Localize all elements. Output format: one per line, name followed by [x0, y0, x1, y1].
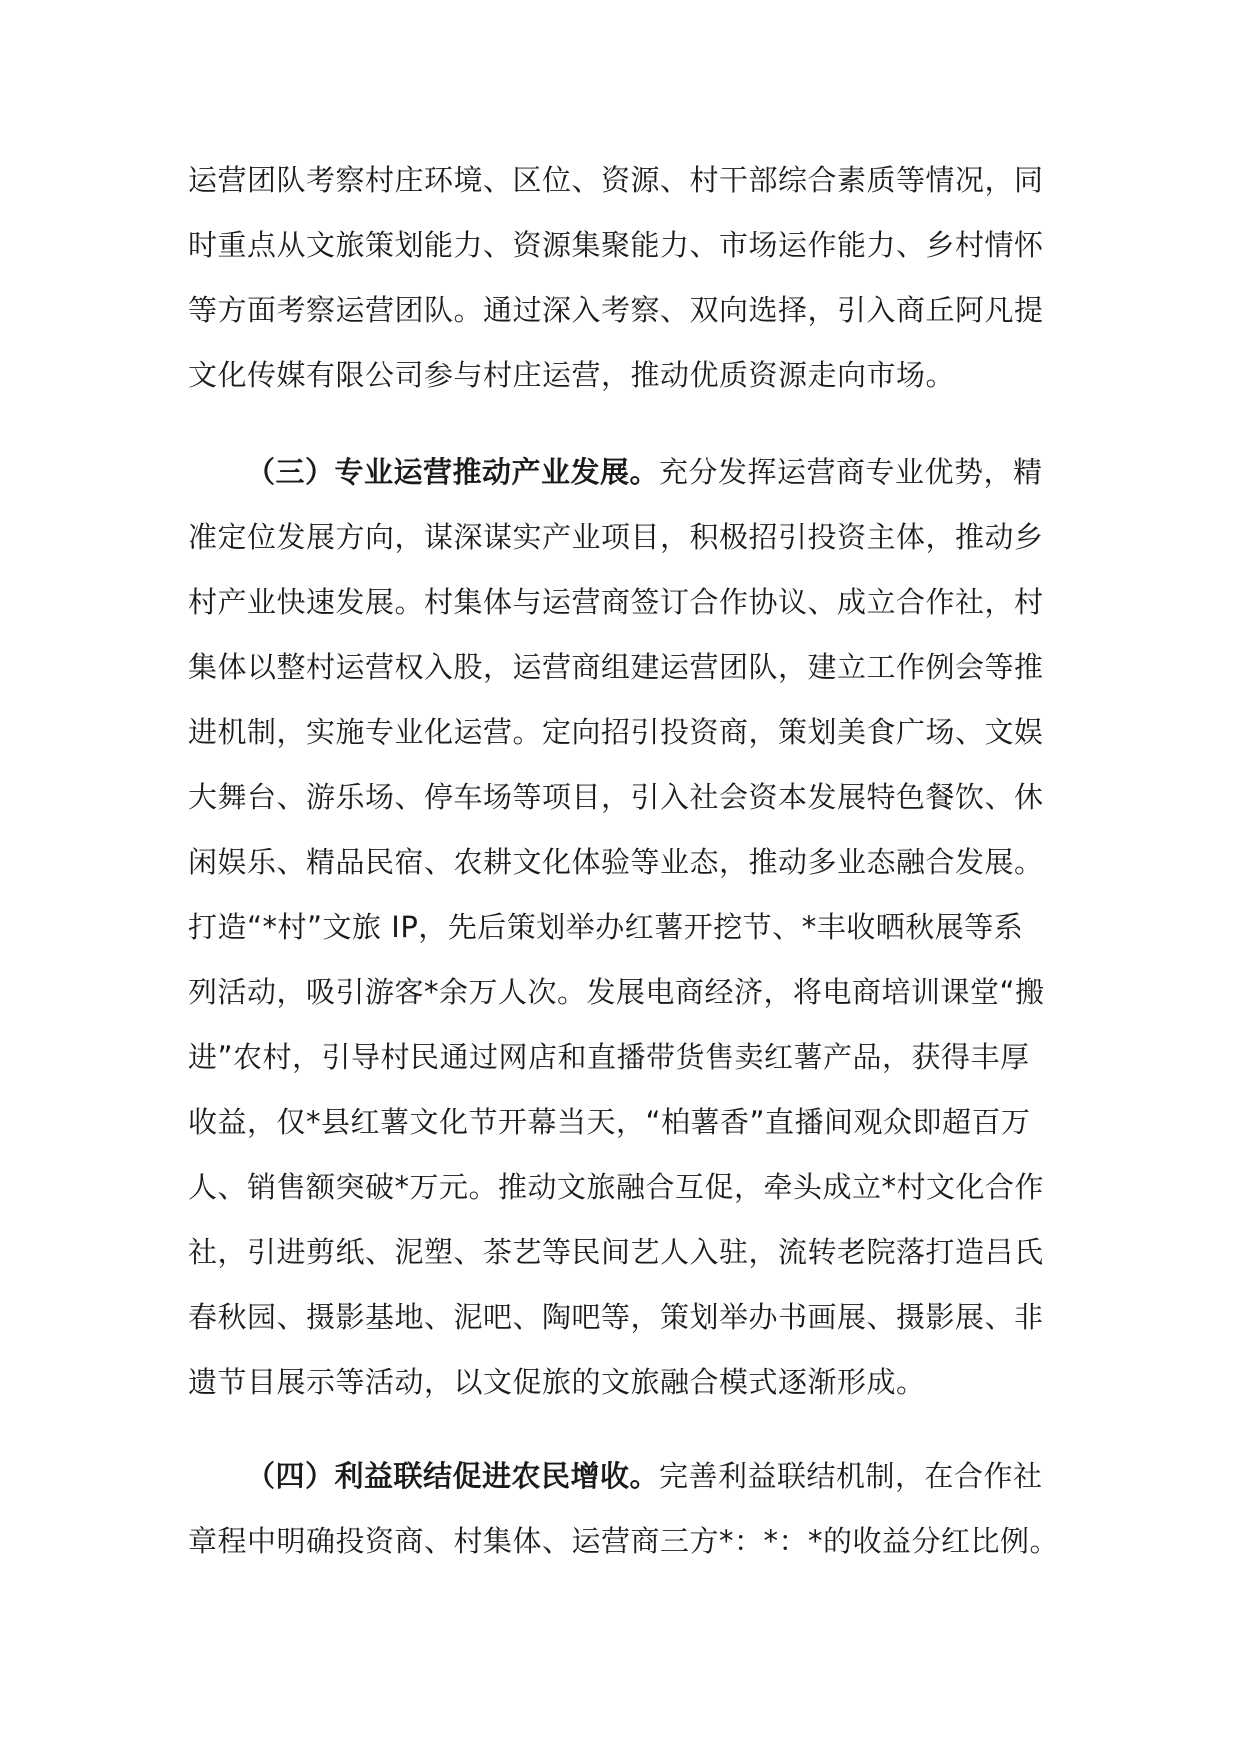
- section-heading: （四）利益联结促进农民增收。: [246, 1459, 660, 1493]
- text-line: 进机制，实施专业化运营。定向招引投资商，策划美食广场、文娱: [188, 715, 1044, 749]
- paragraph-benefit-linkage: [188, 1444, 1060, 1574]
- text-line: 打造“*村”文旅 IP，先后策划举办红薯开挖节、*丰收晒秋展等系: [188, 910, 1024, 944]
- text-line: 春秋园、摄影基地、泥吧、陶吧等，策划举办书画展、摄影展、非: [188, 1300, 1044, 1334]
- text-line: 遗节目展示等活动，以文促旅的文旅融合模式逐渐形成。: [188, 1365, 926, 1399]
- text-line: 等方面考察运营团队。通过深入考察、双向选择，引入商丘阿凡提: [188, 293, 1044, 327]
- section-heading: （三）专业运营推动产业发展。: [246, 455, 660, 489]
- text-run: 充分发挥运营商专业优势，精: [659, 455, 1043, 489]
- text-line: 大舞台、游乐场、停车场等项目，引入社会资本发展特色餐饮、休: [188, 780, 1044, 814]
- text-line: 文化传媒有限公司参与村庄运营，推动优质资源走向市场。: [188, 358, 956, 392]
- text-line: 准定位发展方向，谋深谋实产业项目，积极招引投资主体，推动乡: [188, 520, 1044, 554]
- paragraph-continuation: [188, 148, 1056, 408]
- paragraph-professional-operation: [188, 440, 1056, 1415]
- text-line: 时重点从文旅策划能力、资源集聚能力、市场运作能力、乡村情怀: [188, 228, 1044, 262]
- paragraph-first-line: [188, 1444, 1056, 1509]
- text-line: 收益，仅*县红薯文化节开幕当天，“柏薯香”直播间观众即超百万: [188, 1105, 1031, 1139]
- paragraph-first-line: [188, 440, 1056, 505]
- text-line: 村产业快速发展。村集体与运营商签订合作协议、成立合作社，村: [188, 585, 1044, 619]
- text-line: 章程中明确投资商、村集体、运营商三方*：*：*的收益分红比例。: [188, 1524, 1060, 1558]
- text-line: 闲娱乐、精品民宿、农耕文化体验等业态，推动多业态融合发展。: [188, 845, 1044, 879]
- text-run: 完善利益联结机制，在合作社: [659, 1459, 1043, 1493]
- text-line: 集体以整村运营权入股，运营商组建运营团队，建立工作例会等推: [188, 650, 1044, 684]
- text-line: 运营团队考察村庄环境、区位、资源、村干部综合素质等情况，同: [188, 163, 1044, 197]
- text-line: 社，引进剪纸、泥塑、茶艺等民间艺人入驻，流转老院落打造吕氏: [188, 1235, 1044, 1269]
- text-line: 进”农村，引导村民通过网店和直播带货售卖红薯产品，获得丰厚: [188, 1040, 1030, 1074]
- text-line: 人、销售额突破*万元。推动文旅融合互促，牵头成立*村文化合作: [188, 1170, 1045, 1204]
- text-line: 列活动，吸引游客*余万人次。发展电商经济，将电商培训课堂“搬: [188, 975, 1045, 1009]
